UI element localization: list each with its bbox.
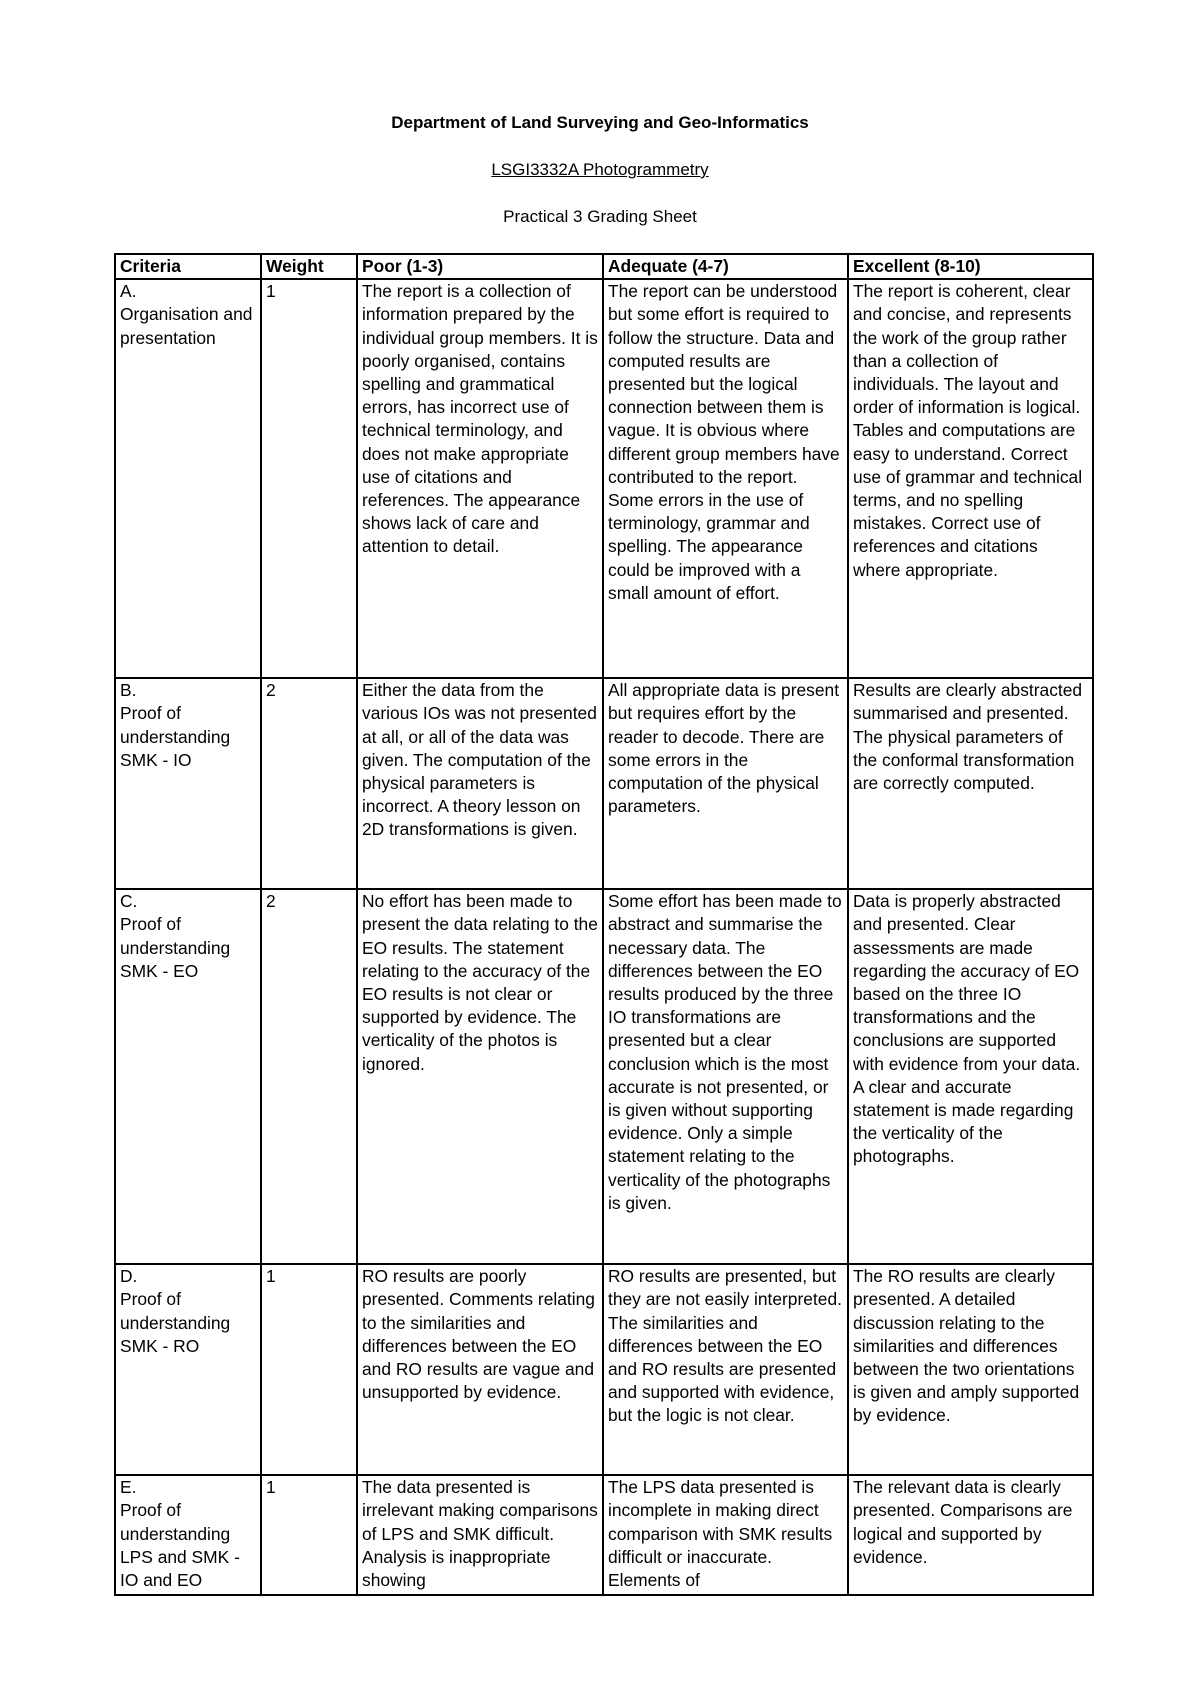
weight-cell (261, 1475, 357, 1595)
poor-cell: The report is a collection of information prepared by the individual group members. It is poorly organised, contains spelling and grammatical errors, has incorrect use of technical terminology, and does not make appropriate use of citations and references. The appearance shows lack of care and attention to detail. (357, 279, 603, 678)
header-adequate: Adequate (4-7) (603, 254, 848, 279)
adequate-text: The LPS data presented is incomplete in making direct comparison with SMK results difficult or inaccurate. Elements of (608, 1477, 833, 1591)
adequate-cell: All appropriate data is present but requires effort by the reader to decode. There are some errors in the computation of the physical parameters. (603, 678, 848, 889)
excellent-cell (848, 1475, 1093, 1595)
table-row (115, 1264, 1093, 1475)
sheet-title: Practical 3 Grading Sheet (503, 207, 697, 226)
criteria-name: Proof of understanding LPS and SMK - IO and EO (120, 1500, 240, 1591)
document-header (0, 112, 1200, 228)
criteria-name: Proof of understanding SMK - IO (120, 703, 231, 770)
criteria-name: Proof of understanding SMK - EO (120, 914, 231, 981)
criteria-cell (115, 1475, 261, 1595)
weight-value: 1 (266, 1477, 276, 1498)
criteria-cell (115, 678, 261, 889)
table-row (115, 1475, 1093, 1595)
weight-cell: 2 (261, 889, 357, 1264)
poor-cell: Either the data from the various IOs was not presented at all, or all of the data was given. The computation of the physical parameters is incorrect. A theory lesson on 2D transformations is given. (357, 678, 603, 889)
adequate-cell (603, 1475, 848, 1595)
header-excellent: Excellent (8-10) (848, 254, 1093, 279)
excellent-cell: The RO results are clearly presented. A detailed discussion relating to the similarities and differences between the two orientations is given and amply supported by evidence. (848, 1264, 1093, 1475)
adequate-cell: RO results are presented, but they are not easily interpreted. The similarities and differences between the EO and RO results are presented and supported with evidence, but the logic is not clear. (603, 1264, 848, 1475)
excellent-cell: Results are clearly abstracted summarised and presented. The physical parameters of the conformal transformation are correctly computed. (848, 678, 1093, 889)
weight-cell: 1 (261, 1264, 357, 1475)
adequate-cell: The report can be understood but some effort is required to follow the structure. Data and computed results are presented but the logical connection between them is vague. It is obvious where different group members have contributed to the report. Some errors in the use of terminology, grammar and spelling. The appearance could be improved with a small amount of effort. (603, 279, 848, 678)
criteria-letter: A. (120, 281, 137, 302)
criteria-cell (115, 1264, 261, 1475)
criteria-cell (115, 889, 261, 1264)
criteria-letter: C. (120, 891, 138, 912)
criteria-name: Organisation and presentation (120, 304, 253, 348)
poor-cell (357, 1475, 603, 1595)
header-criteria: Criteria (115, 254, 261, 279)
poor-cell: No effort has been made to present the data relating to the EO results. The statement relating to the accuracy of the EO results is not clear or supported by evidence. The verticality of the photos is ignored. (357, 889, 603, 1264)
excellent-cell: Data is properly abstracted and presented. Clear assessments are made regarding the accuracy of EO based on the three IO transformations and the conclusions are supported with evidence from your data. A clear and accurate statement is made regarding the verticality of the photographs. (848, 889, 1093, 1264)
table-header-row (115, 254, 1093, 279)
course-title: LSGI3332A Photogrammetry (491, 160, 709, 179)
weight-cell: 1 (261, 279, 357, 678)
adequate-cell: Some effort has been made to abstract and summarise the necessary data. The differences between the EO results produced by the three IO transformations are presented but a clear conclusion which is the most accurate is not presented, or is given without supporting evidence. Only a simple statement relating to the verticality of the photographs is given. (603, 889, 848, 1264)
criteria-letter: E. (120, 1477, 137, 1498)
criteria-cell (115, 279, 261, 678)
poor-text: The data presented is irrelevant making comparisons of LPS and SMK difficult. Analysis is inappropriate showing (362, 1477, 598, 1591)
criteria-name: Proof of understanding SMK - RO (120, 1289, 231, 1356)
excellent-cell: The report is coherent, clear and concise, and represents the work of the group rather than a collection of individuals. The layout and order of information is logical. Tables and computations are easy to understand. Correct use of grammar and technical terms, and no spelling mistakes. Correct use of references and citations where appropriate. (848, 279, 1093, 678)
department-title: Department of Land Surveying and Geo-Informatics (391, 113, 809, 132)
grading-rubric-table (114, 253, 1094, 1596)
table-row (115, 678, 1093, 889)
criteria-letter: D. (120, 1266, 138, 1287)
header-weight: Weight (261, 254, 357, 279)
table-row (115, 279, 1093, 678)
poor-cell: RO results are poorly presented. Comments relating to the similarities and differences between the EO and RO results are vague and unsupported by evidence. (357, 1264, 603, 1475)
weight-cell: 2 (261, 678, 357, 889)
excellent-text: The relevant data is clearly presented. Comparisons are logical and supported by evidence. (853, 1477, 1073, 1567)
criteria-letter: B. (120, 680, 137, 701)
header-poor: Poor (1-3) (357, 254, 603, 279)
table-row (115, 889, 1093, 1264)
